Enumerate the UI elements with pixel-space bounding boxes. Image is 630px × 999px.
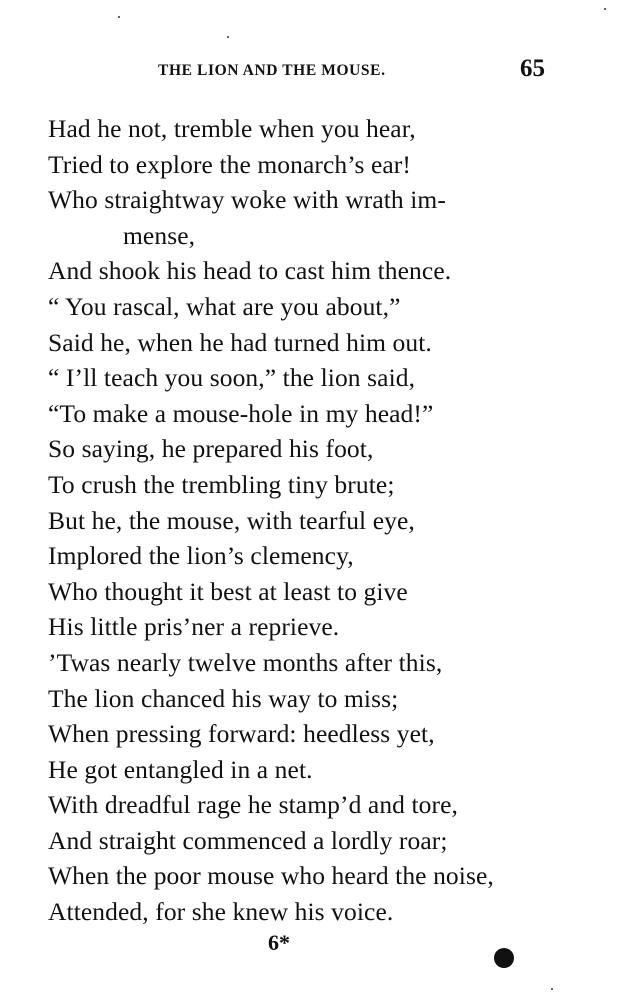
poem-line: His little pris’ner a reprieve. [48,612,340,642]
poem-line: Who straightway woke with wrath im- [48,185,446,215]
poem-line-continuation: mense, [123,220,196,250]
poem-line: Attended, for she knew his voice. [48,897,394,927]
poem-line: He got entangled in a net. [48,754,313,784]
poem-line: With dreadful rage he stamp’d and tore, [48,790,459,820]
poem-line: Who thought it best at least to give [48,576,408,606]
running-head: THE LION AND THE MOUSE. [158,62,386,79]
poem-line: The lion chanced his way to miss; [48,683,399,713]
poem-line: Had he not, tremble when you hear, [48,114,416,143]
poem-line: Implored the lion’s clemency, [48,541,354,571]
page-number: 65 [520,55,545,82]
poem-line: “ You rascal, what are you about,” [48,291,401,321]
signature-mark: 6* [268,930,290,955]
poem-line: But he, the mouse, with tearful eye, [48,505,415,535]
poem-line: So saying, he prepared his foot, [48,434,374,464]
poem-line: When pressing forward: heedless yet, [48,719,435,749]
poem-line: To crush the trembling tiny brute; [48,469,395,499]
paper-speck [227,36,229,38]
poem-line: And straight commenced a lordly roar; [48,825,448,855]
paper-speck [118,16,120,18]
poem-text [48,111,618,930]
poem-line: Said he, when he had turned him out. [48,327,432,357]
poem-line: When the poor mouse who heard the noise, [48,861,494,891]
ink-blot [494,948,514,968]
poem-line: “To make a mouse-hole in my head!” [48,398,434,428]
paper-speck [551,988,553,990]
poem-line: ’Twas nearly twelve months after this, [48,647,443,677]
paper-speck [604,8,606,10]
poem-line: Tried to explore the monarch’s ear! [48,149,411,179]
poem-line: And shook his head to cast him thence. [48,256,452,286]
poem-line: “ I’ll teach you soon,” the lion said, [48,363,416,393]
